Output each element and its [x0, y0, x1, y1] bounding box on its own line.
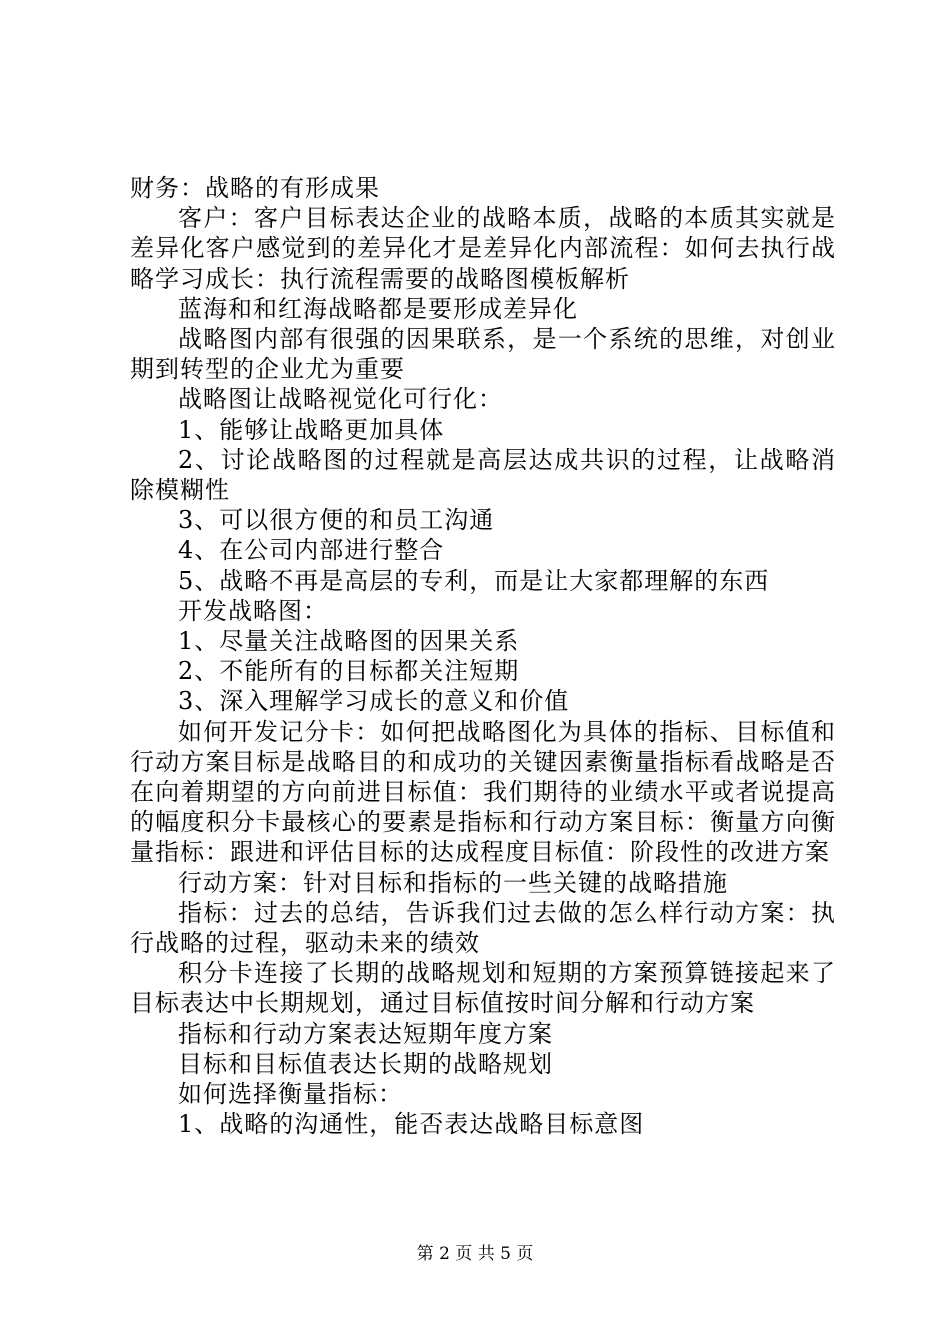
- list-item: 2、讨论战略图的过程就是高层达成共识的过程，让战略消除模糊性: [130, 445, 836, 505]
- paragraph-action-plan: 行动方案：针对目标和指标的一些关键的战略措施: [178, 868, 728, 897]
- list-item: 5、战略不再是高层的专利，而是让大家都理解的东西: [178, 566, 770, 595]
- list-item: 1、能够让战略更加具体: [178, 415, 445, 444]
- paragraph-blue-red-ocean: 蓝海和和红海战略都是要形成差异化: [178, 294, 578, 323]
- paragraph-scorecard-link: 积分卡连接了长期的战略规划和短期的方案预算链接起来了目标表达中长期规划，通过目标值按时间分解和行动方案: [130, 959, 836, 1018]
- list-item: 1、战略的沟通性，能否表达战略目标意图: [178, 1110, 645, 1139]
- list-item: 4、在公司内部进行整合: [178, 536, 445, 565]
- page-number-footer: 第 2 页 共 5 页: [416, 1244, 534, 1264]
- list-item: 2、不能所有的目标都关注短期: [178, 657, 520, 686]
- paragraph-customer: 客户：客户目标表达企业的战略本质，战略的本质其实就是差异化客户感觉到的差异化才是差异化内部流程：如何去执行战略学习成长：执行流程需要的战略图模板解析: [130, 204, 836, 293]
- paragraph-long-term: 目标和目标值表达长期的战略规划: [178, 1049, 553, 1078]
- paragraph-finance: 财务：战略的有形成果: [130, 174, 380, 202]
- list-item: 3、可以很方便的和员工沟通: [178, 506, 495, 535]
- paragraph-scorecard: 如何开发记分卡：如何把战略图化为具体的指标、目标值和行动方案目标是战略目的和成功的关键因素衡量指标看战略是否在向着期望的方向前进目标值：我们期待的业绩水平或者说提高的幅度积分卡最核心的要素是指标和行动方案目标：衡量方向衡量指标：跟进和评估目标的达成程度目标值：阶段性的改进方案: [130, 717, 836, 867]
- paragraph-indicator: 指标：过去的总结，告诉我们过去做的怎么样行动方案：执行战略的过程，驱动未来的绩效: [130, 898, 836, 958]
- paragraph-select-indicator-heading: 如何选择衡量指标：: [178, 1080, 403, 1109]
- paragraph-causal-link: 战略图内部有很强的因果联系，是一个系统的思维，对创业期到转型的企业尤为重要: [130, 325, 836, 384]
- paragraph-visualize-heading: 战略图让战略视觉化可行化：: [178, 385, 503, 414]
- paragraph-short-term: 指标和行动方案表达短期年度方案: [178, 1019, 553, 1048]
- paragraph-develop-heading: 开发战略图：: [178, 596, 328, 625]
- list-item: 3、深入理解学习成长的意义和价值: [178, 687, 570, 716]
- document-body: [130, 173, 836, 1140]
- list-item: 1、尽量关注战略图的因果关系: [178, 627, 520, 656]
